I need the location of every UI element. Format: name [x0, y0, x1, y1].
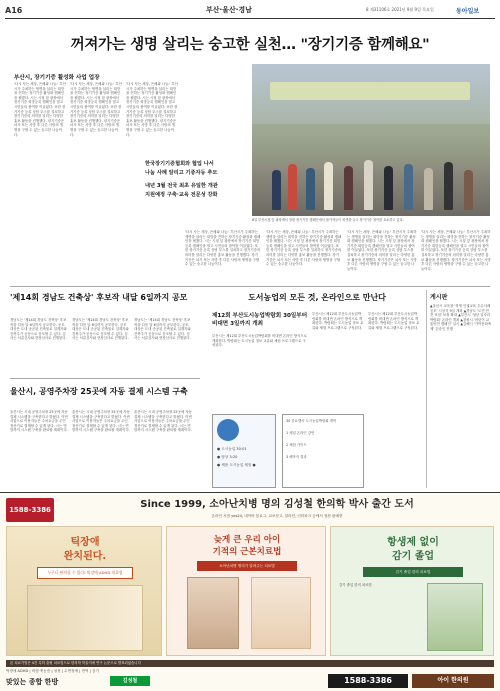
book1-badge: 누구나 완치할 수 있다! 틱장애 ADHD 치료법 [37, 567, 133, 579]
header-rule [5, 18, 495, 19]
schedule-row: 3 폐막식 결과 [286, 455, 307, 459]
book1-cover [27, 585, 143, 651]
person-figure [344, 166, 353, 210]
story2-body: 경남도는 '제14회 경남도 건축상' 후보작을 다음 달 6일까지 공모한다. 공모 대상은 도내 준공된 건축물로 설계자와 건축주가 공동으로 응모할 수 있다. 심사는 서류심사와 현장심사로 진행된다. [10, 318, 67, 341]
schedule-row: 30 중요행사 도시농업박람회 개막 [286, 419, 337, 423]
program-box [212, 414, 276, 488]
person-figure [424, 168, 433, 210]
main-headline: 꺼져가는 생명 살리는 숭고한 실천… "장기기증 함께해요" [70, 37, 430, 53]
ad-footer-strip: 본 치료기법은 4건 특허 출원 치료법으로 한의학 학술지에 연구 논문으로 발표되었습니다 [6, 660, 494, 667]
lead-tagline: 부산시, 장기기증 활성화 사업 업장 [14, 75, 100, 81]
schedule-table [282, 414, 364, 488]
notice-title: 게시판 [430, 294, 448, 301]
book2-badge: 소아난치병 명의가 알려주는 치료법 [197, 561, 297, 571]
person-figure [288, 164, 297, 210]
sidebar-headline: 한국장기기증협회와 협업 나서 [145, 161, 214, 167]
book3-title-top: 항생제 없이 [387, 537, 439, 548]
channel-icon [217, 419, 239, 441]
schedule-row: 1 채널 온라인 강연 [286, 431, 315, 435]
story3-body: 울산시는 시내 공영주차장 25곳에 자동 결제 시스템을 구축한다고 밝혔다. 이번 사업으로 이용자들은 주차요금을 무인 정산기로 결제할 수 있게 된다. 시는 연말까지 시스템 구축을 완료할 계획이다. [10, 410, 68, 433]
story4-subtitle: 제12회 부산도시농업박람회 30일부터 비대면 3일까지 개최 [212, 313, 308, 327]
person-figure [404, 164, 413, 210]
book3-badge: 감기 졸업 한의 치료법 [363, 567, 463, 577]
lead-photo [252, 64, 490, 216]
event-banner [270, 82, 470, 100]
ad-footer-phone[interactable]: 1588-3386 [328, 674, 408, 688]
lead-body-col6: '다시 사는 세상, 은혜와 나눔.' 부산시가 주최하는 생명을 살리는 희망을 전하는 장기기증 활성화 캠페인을 펼쳤다. 시는 시청 앞 광장에서 장기기증 희망등록 캠페인을 열고 시민들의 참여를 이끌었다. 또한 장기기증 등록 상담 부스를 설치하고 장기기증의 의미를 알리는 다양한 홍보 활동을 진행했다. 장기기증은 뇌사 또는 사망 후 다른 사람의 생명을 구할 수 있는 숭고한 나눔이다. [347, 230, 417, 271]
ad-footer-brand: 맞있는 종합 한방 [6, 678, 59, 686]
notice-body: ▲울산시 교육청 '학생 인권교육 우수사례 공모' 시상식 9일 개최 ▲경남도 '도민 안전 보험' 보장 확대 ▲부산시 '청년 일자리 박람회' 온라인 개최 ▲창원시 '어린이 교통안전 캠페인' 실시 ▲김해시 '가야문화축제' 온라인 진행 [430, 304, 492, 331]
person-figure [364, 160, 373, 210]
lead-body-col2: '다시 사는 세상, 은혜와 나눔.' 부산시가 주최하는 생명을 살리는 희망을 전하는 장기기증 활성화 캠페인을 펼쳤다. 시는 시청 앞 광장에서 장기기증 희망등록 캠페인을 열고 시민들의 참여를 이끌었다. 또한 장기기증 등록 상담 부스를 설치하고 장기기증의 의미를 알리는 다양한 홍보 활동을 진행했다. 장기기증은 뇌사 또는 사망 후 다른 사람의 생명을 구할 수 있는 숭고한 나눔이다. [70, 82, 122, 137]
lead-body-col4: '다시 사는 세상, 은혜와 나눔.' 부산시가 주최하는 생명을 살리는 희망을 전하는 장기기증 활성화 캠페인을 펼쳤다. 시는 시청 앞 광장에서 장기기증 희망등록 캠페인을 열고 시민들의 참여를 이끌었다. 또한 장기기증 등록 상담 부스를 설치하고 장기기증의 의미를 알리는 다양한 홍보 활동을 진행했다. 장기기증은 뇌사 또는 사망 후 다른 사람의 생명을 구할 수 있는 숭고한 나눔이다. [185, 230, 261, 267]
ad-divider [0, 492, 500, 493]
story4-body: 부산시는 제12회 부산도시농업박람회를 비대면 온라인 방식으로 개최한다. 박람회는 도시농업 정보 교류와 체험 프로그램으로 구성된다. [312, 312, 364, 330]
section-divider [10, 378, 200, 379]
sidebar-headline: 나눔 사례 알리고 기증자등 추모 [145, 170, 218, 176]
story3-title: 울산시, 공영주차장 25곳에 자동 결제 시스템 구축 [10, 387, 188, 396]
person-figure [384, 166, 393, 210]
program-row: ● 영상 3:20 [217, 455, 238, 459]
sidebar-headlines [145, 160, 245, 200]
sidebar-headline: 지원예정 구축·교육 전문성 강화 [145, 192, 218, 198]
section-title: 부산·울산·경남 [206, 6, 252, 14]
story2-body: 경남도는 '제14회 경남도 건축상' 후보작을 다음 달 6일까지 공모한다. 공모 대상은 도내 준공된 건축물로 설계자와 건축주가 공동으로 응모할 수 있다. 심사는 서류심사와 현장심사로 진행된다. [134, 318, 191, 341]
book3-desc: 감기 졸업 한의 치료법 [339, 583, 372, 587]
story2-title: '제14회 경남도 건축상' 후보작 내달 6일까지 공모 [10, 293, 188, 302]
ad-subline: 온라인 서점 yes24, 네이버 블로그, 교보문고, 알라딘, 인터파크 등에서 절찬 판매중 [211, 514, 343, 518]
person-figure [272, 170, 281, 210]
ad-phone-badge[interactable]: 1588-3386 [6, 498, 54, 522]
clinic-logo: 아이 한의원 [412, 674, 494, 688]
story2-body: 경남도는 '제14회 경남도 건축상' 후보작을 다음 달 6일까지 공모한다. 공모 대상은 도내 준공된 건축물로 설계자와 건축주가 공동으로 응모할 수 있다. 심사는 서류심사와 현장심사로 진행된다. [72, 318, 129, 341]
program-row: ● 도시농업 30:01 [217, 447, 247, 451]
lead-body-col1: '다시 사는 세상, 은혜와 나눔.' 부산시가 주최하는 생명을 살리는 희망을 전하는 장기기증 활성화 캠페인을 펼쳤다. 시는 시청 앞 광장에서 장기기증 희망등록 캠페인을 열고 시민들의 참여를 이끌었다. 또한 장기기증 등록 상담 부스를 설치하고 장기기증의 의미를 알리는 다양한 홍보 활동을 진행했다. 장기기증은 뇌사 또는 사망 후 다른 사람의 생명을 구할 수 있는 숭고한 나눔이다. [14, 82, 66, 137]
book2-title-bottom: 기적의 근본치료법 [212, 547, 282, 557]
book1-title-bottom: 완치된다. [63, 551, 107, 562]
person-figure [444, 162, 453, 210]
story3-body: 울산시는 시내 공영주차장 25곳에 자동 결제 시스템을 구축한다고 밝혔다. 이번 사업으로 이용자들은 주차요금을 무인 정산기로 결제할 수 있게 된다. 시는 연말까지 시스템 구축을 완료할 계획이다. [134, 410, 192, 433]
person-figure [324, 162, 333, 210]
book3-title-bottom: 감기 졸업 [391, 551, 435, 562]
section-divider [10, 286, 490, 287]
ad-footer-line: 틱장애 ADHD | 비염·축농증 | 성장 | 수면장애 | 면역 | 감기 [6, 669, 99, 673]
book-ad-3[interactable] [330, 526, 494, 656]
person-figure [464, 170, 473, 210]
book2-cover [187, 577, 239, 649]
naver-logo[interactable]: 김성철 [110, 676, 150, 686]
lead-body-col7: '다시 사는 세상, 은혜와 나눔.' 부산시가 주최하는 생명을 살리는 희망을 전하는 장기기증 활성화 캠페인을 펼쳤다. 시는 시청 앞 광장에서 장기기증 희망등록 캠페인을 열고 시민들의 참여를 이끌었다. 또한 장기기증 등록 상담 부스를 설치하고 장기기증의 의미를 알리는 다양한 홍보 활동을 진행했다. 장기기증은 뇌사 또는 사망 후 다른 사람의 생명을 구할 수 있는 숭고한 나눔이다. [421, 230, 491, 271]
page-number: A16 [5, 6, 23, 15]
book2-cover [251, 577, 311, 649]
lead-body-col3: '다시 사는 세상, 은혜와 나눔.' 부산시가 주최하는 생명을 살리는 희망을 전하는 장기기증 활성화 캠페인을 펼쳤다. 시는 시청 앞 광장에서 장기기증 희망등록 캠페인을 열고 시민들의 참여를 이끌었다. 또한 장기기증 등록 상담 부스를 설치하고 장기기증의 의미를 알리는 다양한 홍보 활동을 진행했다. 장기기증은 뇌사 또는 사망 후 다른 사람의 생명을 구할 수 있는 숭고한 나눔이다. [126, 82, 178, 137]
page-header [0, 0, 500, 20]
book-ad-2[interactable] [166, 526, 326, 656]
lead-body-col5: '다시 사는 세상, 은혜와 나눔.' 부산시가 주최하는 생명을 살리는 희망을 전하는 장기기증 활성화 캠페인을 펼쳤다. 시는 시청 앞 광장에서 장기기증 희망등록 캠페인을 열고 시민들의 참여를 이끌었다. 또한 장기기증 등록 상담 부스를 설치하고 장기기증의 의미를 알리는 다양한 홍보 활동을 진행했다. 장기기증은 뇌사 또는 사망 후 다른 사람의 생명을 구할 수 있는 숭고한 나눔이다. [266, 230, 342, 267]
person-figure [306, 168, 315, 210]
story4-title: 도서농업의 모든 것, 온라인으로 만난다 [248, 293, 386, 302]
sidebar-headline: 내년 3월 전국 최초 유일한 개관 [145, 183, 218, 189]
story4-body: 부산시는 제12회 부산도시농업박람회를 비대면 온라인 방식으로 개최한다. 박람회는 도시농업 정보 교류와 체험 프로그램으로 구성된다. [212, 334, 307, 348]
issue-info: 8 제31106호 2021년 9월 9일 목요일 [366, 7, 434, 12]
story3-body: 울산시는 시내 공영주차장 25곳에 자동 결제 시스템을 구축한다고 밝혔다. 이번 사업으로 이용자들은 주차요금을 무인 정산기로 결제할 수 있게 된다. 시는 연말까지 시스템 구축을 완료할 계획이다. [72, 410, 130, 433]
newspaper-logo: 동아일보 [456, 8, 480, 15]
column-divider [426, 290, 427, 488]
book-ad-1[interactable] [6, 526, 162, 656]
advertisement [0, 494, 500, 691]
photo-caption: 8일 부산시청 앞 광장에서 열린 장기기증 캠페인에서 참가자들이 피켓을 들고 장기기증 참여를 호소하고 있다. [252, 218, 404, 222]
story4-body: 부산시는 제12회 부산도시농업박람회를 비대면 온라인 방식으로 개최한다. 박람회는 도시농업 정보 교류와 체험 프로그램으로 구성된다. [368, 312, 420, 330]
program-row: ● 제품 도시농업 체험 ● [217, 463, 256, 467]
schedule-row: 2 체험 가이드 [286, 443, 307, 447]
ad-headline: Since 1999, 소아난치병 명의 김성철 한의학 박사 출간 도서 [140, 499, 414, 510]
crowd-area [252, 124, 490, 164]
book1-title-top: 틱장애 [70, 537, 100, 548]
book3-cover [427, 583, 483, 651]
book2-title-top: 늦게 큰 우리 아이 [213, 535, 281, 545]
